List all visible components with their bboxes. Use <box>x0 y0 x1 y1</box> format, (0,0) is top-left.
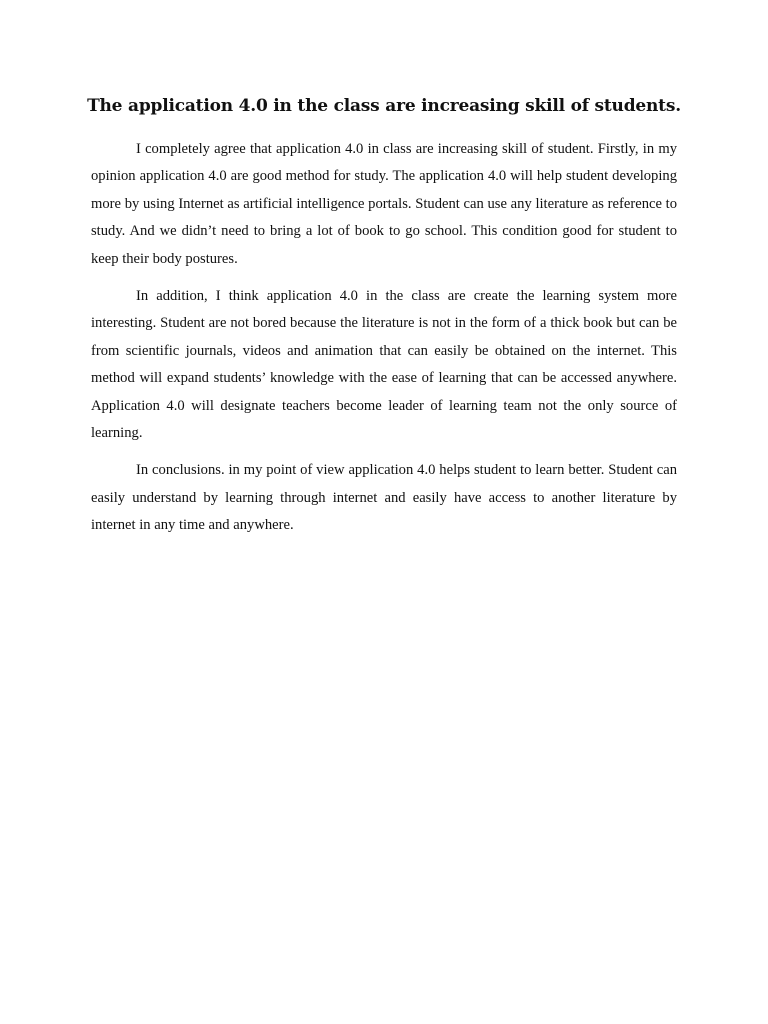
document-body <box>91 136 677 550</box>
document-title: The application 4.0 in the class are increasing skill of students. <box>87 96 681 116</box>
paragraph-1: I completely agree that application 4.0 in class are increasing skill of student. Firstly, in my opinion application 4.0 are good method for study. The application 4.0 will help student developing more by using Internet as artificial intelligence portals. Student can use any literature as reference to study. And we didn’t need to bring a lot of book to go school. This condition good for student to keep their body postures. <box>91 141 677 267</box>
paragraph-2: In addition, I think application 4.0 in the class are create the learning system more interesting. Student are not bored because the literature is not in the form of a thick book but can be from scientific journals, videos and animation that can easily be obtained on the internet. This method will expand students’ knowledge with the ease of learning that can be accessed anywhere. Application 4.0 will designate teachers become leader of learning team not the only source of learning. <box>91 288 677 442</box>
paragraph-3: In conclusions. in my point of view application 4.0 helps student to learn better. Student can easily understand by learning through internet and easily have access to another literature by internet in any time and anywhere. <box>91 462 677 534</box>
